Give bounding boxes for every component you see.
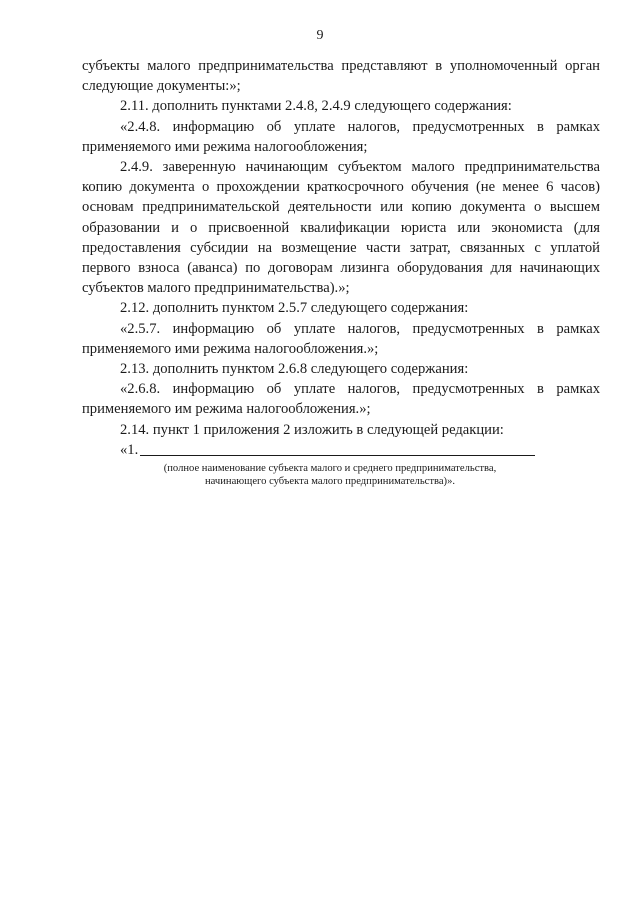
paragraph: 2.13. дополнить пунктом 2.6.8 следующего содержания: <box>120 361 469 378</box>
caption-line: начинающего субъекта малого предпринимательства)». <box>204 476 456 488</box>
form-field-caption <box>82 462 540 488</box>
paragraph: 2.12. дополнить пунктом 2.5.7 следующего содержания: <box>120 300 469 317</box>
paragraph: 2.11. дополнить пунктами 2.4.8, 2.4.9 следующего содержания: <box>120 98 512 115</box>
paragraph: 2.14. пункт 1 приложения 2 изложить в следующей редакции: <box>120 421 504 438</box>
document-body <box>82 56 600 488</box>
blank-underline <box>140 455 535 456</box>
paragraph: субъекты малого предпринимательства представляют в уполномоченный орган следующие документы:»; <box>82 58 600 95</box>
paragraph: 2.4.9. заверенную начинающим субъектом малого предпринимательства копию документа о прохождении краткосрочного обучения (не менее 6 часов) основам предпринимательской деятельности или копию документа о высшем образовании и о присвоенной квалификации юриста или экономиста (для предоставления субсидии на возмещение части затрат, связанных с уплатой первого взноса (аванса) по договорам лизинга оборудования для начинающих субъектов малого предпринимательства).»; <box>82 159 600 297</box>
caption-line: (полное наименование субъекта малого и среднего предпринимательства, <box>163 463 497 475</box>
paragraph: «2.5.7. информацию об уплате налогов, предусмотренных в рамках применяемого ими режима налогообложения.»; <box>82 320 600 357</box>
page-number: 9 <box>316 28 324 43</box>
paragraph: «2.4.8. информацию об уплате налогов, предусмотренных в рамках применяемого ими режима налогообложения; <box>82 118 600 155</box>
form-item-number: «1. <box>120 441 139 458</box>
paragraph: «2.6.8. информацию об уплате налогов, предусмотренных в рамках применяемого им режима налогообложения.»; <box>82 381 600 418</box>
form-fill-line <box>82 440 600 460</box>
